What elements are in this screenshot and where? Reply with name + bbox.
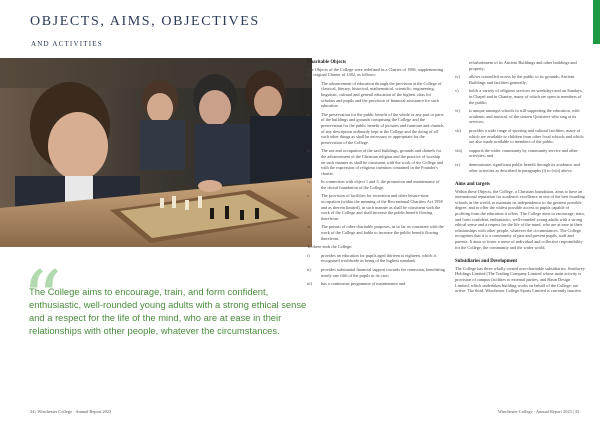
object-item: v. The provision of facilities for recreation and other leisure-time occupation (within the meaning of the Recreational Charities Act 1958 and as therein limited), in such manner as shall be consistent with the work of the College and shall increase the public benefit flowing therefrom. — [307, 193, 443, 221]
object-item: ii. The preservation for the public benefit of the whole or any part or parts of the buildings and grounds comprising the College and the preservation for the public benefit of pictures and furniture and chattels of any description ordinarily kept at the College and the doing of all such other things as shall be necessary or appropriate for the preservation of the College. — [307, 111, 444, 145]
chess-photo — [0, 58, 312, 247]
pull-quote: The College aims to encourage, train, and form confident, enthusiastic, well-rounded young adults with a strong ethical sense and a respect for the life of the mind, who are at ease in their relationships with other people, whatever the circumstances. — [29, 286, 307, 336]
ends-item: ix) demonstrates significant public benefit through its academic and other activities as described in paragraphs (i) to (viii) above. — [455, 161, 580, 173]
ends-item: v) holds a variety of religious services on weekdays and on Sundays, in Chapel and in Chantry, many of which are open to members of the public; — [455, 88, 583, 105]
charitable-intro: The Objects of the College were redefined in a Charter of 1986, supplementing the original Charter of 1382, as follows: — [307, 66, 444, 78]
object-item: vi. The pursuit of other charitable purposes, in so far as consistent with the work of the College and liable to increase the public benefit flowing therefrom. — [307, 224, 444, 241]
object-item: iii. The use and occupation of the said buildings, grounds and chattels for the advancement of the Christian religion and the practice of worship on such manner as shall be consistent with the work of the College and with the expression of religious intention contained in the Founder's charter. — [307, 148, 444, 176]
column-charitable-objects — [307, 60, 445, 290]
subsidiaries-text: The College has three wholly owned non-charitable subsidiaries: Southwey Holdings Limited (The Trading Company Limited whose main activity is provision of campus facilities to external parties, and Basin Design Limited, which undertakes building works on behalf of the College; are active. The third, Winchester College Sports Limited is currently inactive. — [455, 265, 585, 294]
heading-charitable-objects: Charitable Objects — [307, 60, 347, 65]
ends-continued: refurbishment of its Ancient Buildings and other buildings and property; — [469, 60, 577, 71]
ends-item: vi) is unique amongst schools in still supporting the education, with academic and musical, of the sixteen Quiristers who sing at its services; — [455, 108, 580, 125]
object-item: i. The advancement of education through the provision at the College of classical, literary, historical, mathematical, scientific, engineering, linguistic, cultural and general education of the highest class for scholars and pupils and the provision of financial assistance for such education — [307, 80, 442, 109]
ends-item: viii) supports the wider community by community service and other activities; and — [455, 147, 578, 159]
ends-item: iv) allows controlled access by the public to its grounds, Ancient Buildings and facilities generally; — [455, 74, 575, 85]
heading-aims-targets: Aims and targets — [455, 182, 490, 188]
quote-mark-icon: “ — [22, 255, 62, 345]
footer-left: 34 | Winchester College · Annual Report 2023 — [30, 409, 112, 414]
ends-lead: To these ends the College: — [307, 244, 353, 250]
ends-item: vii) provides a wide range of sporting and cultural facilities, many of which are available to children from other local schools and which are also made available to members of the public. — [455, 127, 584, 145]
page-title: OBJECTS, AIMS, OBJECTIVES — [30, 14, 260, 29]
page-subtitle: AND ACTIVITIES — [31, 40, 103, 48]
footer-right: Winchester College · Annual Report 2023 | 35 — [498, 409, 580, 414]
ends-item: i) provides an education for pupils aged thirteen to eighteen, which is recognised worldwide as being of the highest standard; — [307, 252, 437, 264]
column-aims — [455, 60, 585, 297]
aims-text: Within these Objects, the College, a Christian foundation, aims to have an international reputation for academic excellence in one of the best boarding schools in the world, to maintain its independence to the greatest possible degree, and to offer the widest possible access to pupils capable of profiting from the education it offers. The College aims to encourage, train, and form confident, enthusiastic, well-rounded young adults with a strong ethical sense and a respect for the life of the mind, who are at ease in their relationships with other people, whatever the circumstances. The College recognises that it is a community of past and present pupils, staff and parents. It aims to foster a sense of individual and collective responsibility for the College, the community and the wider world. — [455, 188, 585, 250]
ends-item: iii) has a continuous programme of maintenance and — [307, 281, 406, 287]
ends-item: ii) provides substantial financial support towards fee remission, benefitting nearly one fifth of the pupils in its care; — [307, 267, 445, 278]
object-item: iv. In connection with object 1 and 3, the promotion and maintenance of the choral foundation of the College. — [307, 179, 440, 190]
heading-subsidiaries: Subsidiaries and Development — [455, 259, 518, 265]
section-accent-tab — [593, 0, 600, 44]
